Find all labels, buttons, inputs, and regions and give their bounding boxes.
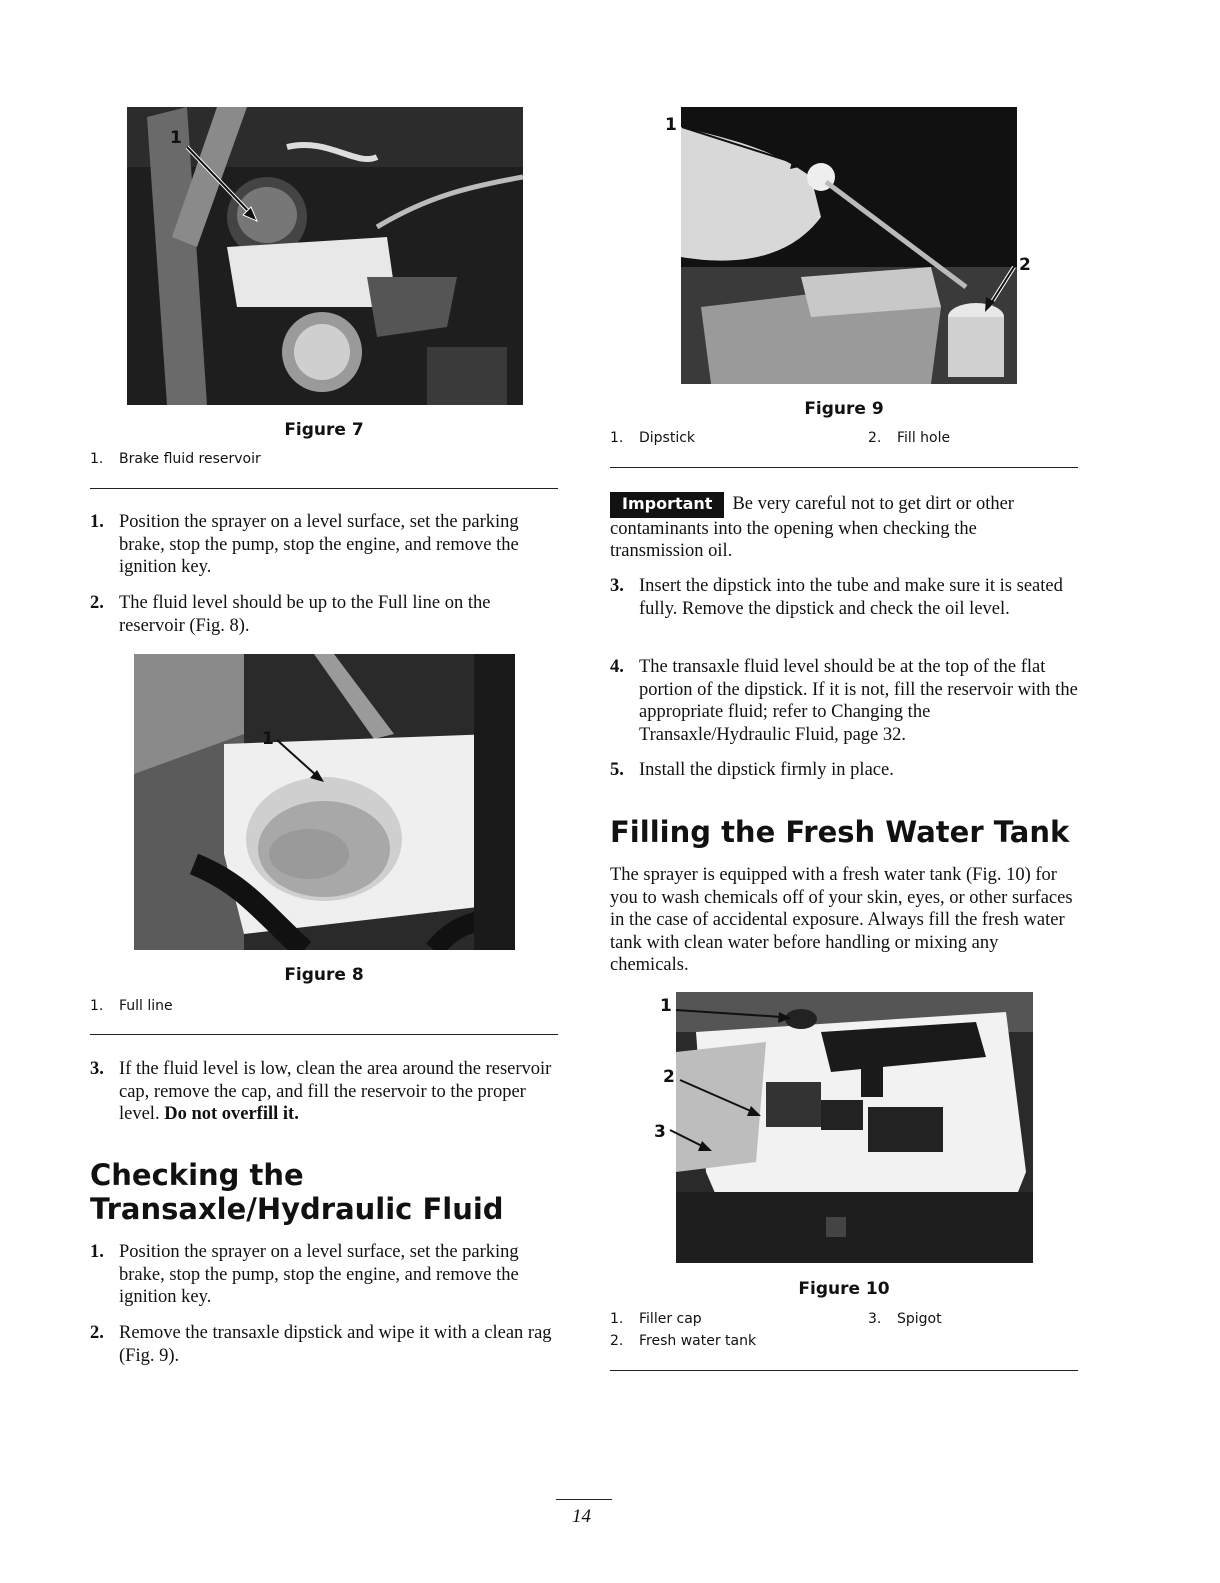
transaxle-step-2 [90,1322,555,1367]
page-number: 14 [572,1506,591,1527]
step-emphasis: Do not overfill it. [164,1104,299,1124]
transaxle-step-1 [90,1241,555,1309]
figure-10-legend-item-2 [610,1333,756,1349]
figure-8-leader-arrow [134,654,515,950]
important-note [610,492,1070,563]
divider [610,1370,1078,1371]
step-number: 1. [90,512,104,532]
important-badge: Important [610,492,724,518]
legend-number: 1. [90,451,104,467]
legend-text: Brake fluid reservoir [119,451,261,467]
step-text: Position the sprayer on a level surface, set the parking brake, stop the pump, stop the engine, and remove the ignition key. [119,1242,519,1307]
legend-number: 2. [610,1333,624,1349]
legend-number: 1. [610,1311,624,1327]
step-number: 5. [610,760,624,780]
heading-line-1: Checking the [90,1158,304,1192]
divider [90,488,558,489]
figure-7-title: Figure 7 [284,420,364,440]
transaxle-heading [90,1158,560,1226]
legend-text: Filler cap [639,1311,702,1327]
transaxle-step-4 [610,656,1080,746]
transaxle-step-3 [610,575,1080,620]
figure-9-callout-1: 1 [665,115,677,135]
legend-text: Dipstick [639,430,696,446]
figure-10-callout-1: 1 [660,996,672,1016]
step-text: The transaxle fluid level should be at the top of the flat portion of the dipstick. If it is not, fill the reservoir with the appropriate fluid; refer to Changing the Transaxle/Hydraulic Fluid, page 32. [639,657,1078,745]
legend-number: 3. [868,1311,882,1327]
fresh-water-paragraph: The sprayer is equipped with a fresh water tank (Fig. 10) for you to wash chemicals off of your skin, eyes, or other surfaces in the case of accidental exposure. Always fill the fresh water tank with clean water before handling or mixing any chemicals. [610,865,1073,975]
figure-10-leader-arrows [650,990,830,1170]
figure-8-legend-item [90,998,173,1014]
figure-7-leader-arrow [127,107,523,405]
figure-10-callout-2: 2 [663,1067,675,1087]
legend-number: 2. [868,430,882,446]
step-text: Install the dipstick firmly in place. [639,760,894,780]
figure-8-title: Figure 8 [284,965,364,985]
step-number: 3. [90,1059,104,1079]
figure-10-legend-item-1 [610,1311,702,1327]
figure-7-legend-item [90,451,261,467]
figure-10-callout-3: 3 [654,1122,666,1142]
fresh-water-heading: Filling the Fresh Water Tank [610,815,1070,849]
brake-step-1 [90,511,555,579]
legend-text: Full line [119,998,173,1014]
figure-8-callout: 1 [262,729,274,749]
important-text: Be very careful not to get dirt or other contaminants into the opening when checking the transmission oil. [610,494,1014,561]
step-number: 3. [610,576,624,596]
step-text: Insert the dipstick into the tube and make sure it is seated fully. Remove the dipstick and check the oil level. [639,576,1063,619]
figure-9-title: Figure 9 [804,399,884,419]
step-number: 4. [610,657,624,677]
figure-10-title: Figure 10 [798,1279,890,1299]
step-text: The fluid level should be up to the Full line on the reservoir (Fig. 8). [119,593,491,636]
step-text: Position the sprayer on a level surface, set the parking brake, stop the pump, stop the engine, and remove the ignition key. [119,512,519,577]
figure-9-legend-item-2 [868,430,950,446]
legend-text: Fill hole [897,430,951,446]
transaxle-step-5 [610,759,1080,782]
page-number-rule [556,1499,612,1500]
step-number: 2. [90,593,104,613]
brake-step-3 [90,1058,555,1126]
figure-7-callout: 1 [170,128,182,148]
legend-number: 1. [610,430,624,446]
figure-9-callout-2: 2 [1019,255,1031,275]
step-number: 1. [90,1242,104,1262]
divider [610,467,1078,468]
figure-9-legend-item-1 [610,430,695,446]
step-text: Remove the transaxle dipstick and wipe it with a clean rag (Fig. 9). [119,1323,552,1366]
step-text: If the fluid level is low, clean the area around the reservoir cap, remove the cap, and fill the reservoir to the proper level. [119,1059,552,1124]
legend-text: Spigot [897,1311,942,1327]
legend-text: Fresh water tank [639,1333,757,1349]
figure-9-leader-arrows [660,107,1040,327]
brake-step-2 [90,592,555,637]
figure-10-legend-item-3 [868,1311,942,1327]
legend-number: 1. [90,998,104,1014]
step-number: 2. [90,1323,104,1343]
divider [90,1034,558,1035]
heading-line-2: Transaxle/Hydraulic Fluid [90,1192,504,1226]
